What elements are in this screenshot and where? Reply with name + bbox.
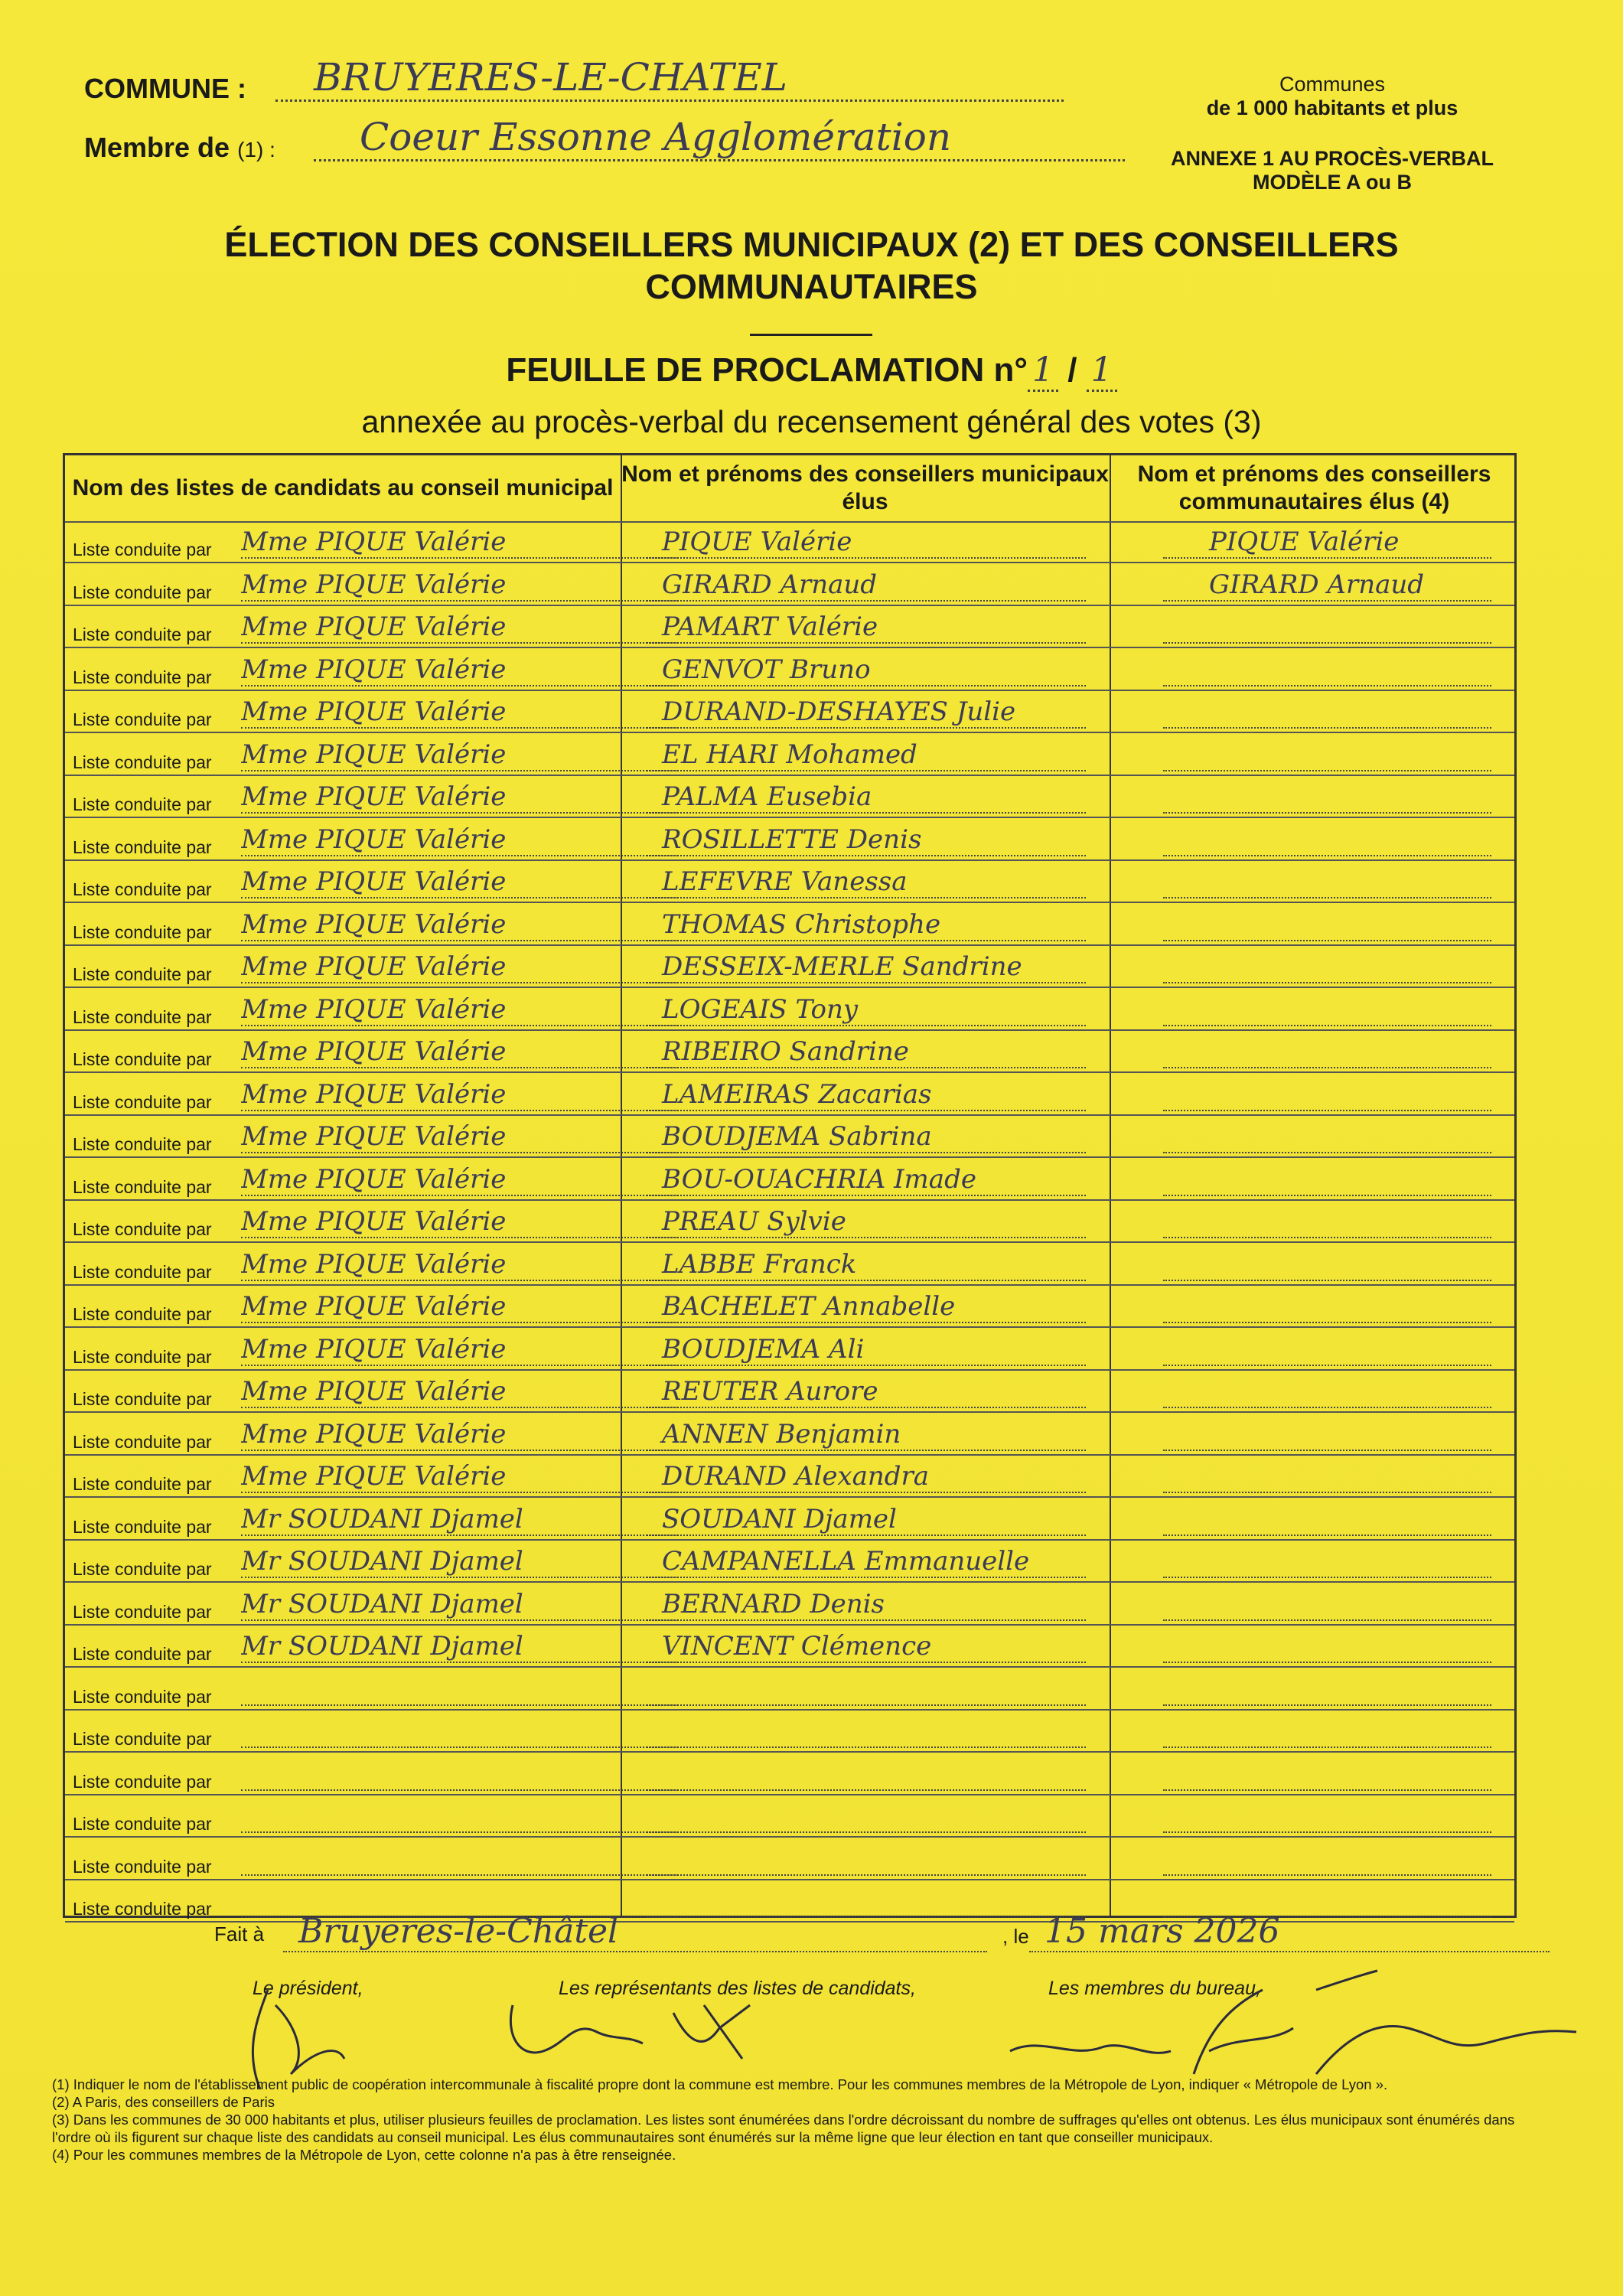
elected-councillor: ROSILLETTE Denis xyxy=(647,824,1086,856)
row-label: Liste conduite par xyxy=(73,1091,212,1112)
elected-councillor: DURAND Alexandra xyxy=(647,1461,1086,1493)
elected-councillor: PIQUE Valérie xyxy=(647,527,1086,559)
community-councillor xyxy=(1163,1152,1491,1153)
row-label: Liste conduite par xyxy=(73,667,212,687)
table-row xyxy=(65,1201,1514,1243)
membre-label: Membre de (1) : xyxy=(84,132,275,163)
results-table xyxy=(63,453,1517,1918)
community-councillor xyxy=(1163,1067,1491,1068)
row-label: Liste conduite par xyxy=(73,1474,212,1494)
row-label: Liste conduite par xyxy=(73,879,212,899)
community-councillor xyxy=(1163,727,1491,729)
community-councillor xyxy=(1163,1789,1491,1791)
elected-councillor: EL HARI Mohamed xyxy=(647,739,1086,771)
subtitle: annexée au procès-verbal du recensement général des votes (3) xyxy=(361,404,1262,439)
list-head: Mme PIQUE Valérie xyxy=(241,909,678,941)
elected-councillor xyxy=(647,1704,1086,1706)
row-label: Liste conduite par xyxy=(73,1134,212,1154)
table-row xyxy=(65,1838,1514,1880)
list-head: Mme PIQUE Valérie xyxy=(241,654,678,687)
title-divider xyxy=(750,334,872,336)
table-row xyxy=(65,1074,1514,1116)
membre-signature-1 xyxy=(1010,2046,1171,2053)
list-head xyxy=(241,1789,678,1791)
representants-label: Les représentants des listes de candidats, xyxy=(559,1978,916,1999)
elected-councillor: PALMA Eusebia xyxy=(647,781,1086,814)
table-row xyxy=(65,1159,1514,1201)
table-row xyxy=(65,861,1514,903)
row-label: Liste conduite par xyxy=(73,1814,212,1834)
row-label: Liste conduite par xyxy=(73,794,212,814)
col-header-communautaires: Nom et prénoms des conseillers communautaires élus (4) xyxy=(1137,461,1491,514)
list-head: Mme PIQUE Valérie xyxy=(241,1461,678,1493)
community-councillor xyxy=(1163,1110,1491,1111)
elected-councillor: GIRARD Arnaud xyxy=(647,569,1086,602)
community-councillor xyxy=(1163,685,1491,687)
list-head: Mme PIQUE Valérie xyxy=(241,739,678,771)
table-row xyxy=(65,649,1514,691)
row-label: Liste conduite par xyxy=(73,752,212,772)
president-signature xyxy=(253,1990,344,2089)
feuille-number: 1 xyxy=(1028,351,1058,392)
table-row xyxy=(65,946,1514,988)
membres-label: Les membres du bureau, xyxy=(1048,1978,1261,1999)
membre-value: Coeur Essonne Agglomération xyxy=(314,115,1125,161)
table-row xyxy=(65,1031,1514,1073)
table-row xyxy=(65,521,1514,563)
community-councillor xyxy=(1163,1577,1491,1578)
community-councillor xyxy=(1163,1874,1491,1876)
table-row xyxy=(65,1795,1514,1838)
elected-councillor: PAMART Valérie xyxy=(647,612,1086,644)
list-head: Mme PIQUE Valérie xyxy=(241,781,678,814)
fait-label: Fait à xyxy=(214,1923,265,1945)
list-head: Mme PIQUE Valérie xyxy=(241,824,678,856)
col-header-elus: Nom et prénoms des conseillers municipaux élus xyxy=(621,461,1109,514)
commune-value: BRUYERES-LE-CHATEL xyxy=(275,55,1064,102)
elected-councillor xyxy=(647,1874,1086,1876)
list-head: Mr SOUDANI Djamel xyxy=(241,1631,678,1663)
row-label: Liste conduite par xyxy=(73,1431,212,1452)
list-head: Mr SOUDANI Djamel xyxy=(241,1589,678,1621)
table-row xyxy=(65,1668,1514,1711)
community-councillor xyxy=(1163,1322,1491,1323)
date-label: , le xyxy=(1002,1925,1029,1948)
list-head: Mme PIQUE Valérie xyxy=(241,1291,678,1323)
list-head: Mme PIQUE Valérie xyxy=(241,1334,678,1366)
row-label: Liste conduite par xyxy=(73,837,212,857)
row-label: Liste conduite par xyxy=(73,1176,212,1197)
president-label: Le président, xyxy=(253,1978,363,1999)
row-label: Liste conduite par xyxy=(73,1261,212,1282)
list-head: Mme PIQUE Valérie xyxy=(241,1164,678,1196)
col-header-listes: Nom des listes de candidats au conseil municipal xyxy=(72,475,614,501)
table-row xyxy=(65,1414,1514,1456)
list-head: Mme PIQUE Valérie xyxy=(241,696,678,729)
community-councillor xyxy=(1163,855,1491,856)
table-row xyxy=(65,1286,1514,1328)
row-label: Liste conduite par xyxy=(73,1389,212,1409)
list-head: Mme PIQUE Valérie xyxy=(241,1419,678,1451)
row-label: Liste conduite par xyxy=(73,709,212,729)
row-label: Liste conduite par xyxy=(73,964,212,984)
list-head: Mme PIQUE Valérie xyxy=(241,527,678,559)
table-row xyxy=(65,1499,1514,1541)
community-councillor: PIQUE Valérie xyxy=(1163,527,1491,559)
row-label: Liste conduite par xyxy=(73,1516,212,1537)
feuille-title: FEUILLE DE PROCLAMATION n° 1 / 1 xyxy=(0,351,1623,390)
date-value: 15 mars 2026 xyxy=(1029,1912,1550,1952)
elected-councillor xyxy=(647,1789,1086,1791)
elected-councillor: VINCENT Clémence xyxy=(647,1631,1086,1663)
row-label: Liste conduite par xyxy=(73,540,212,559)
community-councillor xyxy=(1163,1237,1491,1238)
community-councillor xyxy=(1163,642,1491,644)
page-title-line1: ÉLECTION DES CONSEILLERS MUNICIPAUX (2) ET DES CONSEILLERS xyxy=(224,225,1399,264)
list-head xyxy=(241,1704,678,1706)
table-row xyxy=(65,1626,1514,1668)
elected-councillor: DESSEIX-MERLE Sandrine xyxy=(647,951,1086,983)
elected-councillor: LEFEVRE Vanessa xyxy=(647,866,1086,899)
community-councillor: GIRARD Arnaud xyxy=(1163,569,1491,602)
elected-councillor xyxy=(647,1746,1086,1748)
table-row xyxy=(65,1541,1514,1583)
elected-councillor: LABBE Franck xyxy=(647,1249,1086,1281)
elected-councillor: DURAND-DESHAYES Julie xyxy=(647,696,1086,729)
feuille-total: 1 xyxy=(1087,351,1117,392)
row-label: Liste conduite par xyxy=(73,1601,212,1622)
community-councillor xyxy=(1163,812,1491,814)
community-councillor xyxy=(1163,1704,1491,1706)
table-row xyxy=(65,564,1514,606)
community-councillor xyxy=(1163,1492,1491,1493)
community-councillor xyxy=(1163,982,1491,983)
row-label: Liste conduite par xyxy=(73,1686,212,1707)
community-councillor xyxy=(1163,1662,1491,1663)
elected-councillor: BOUDJEMA Ali xyxy=(647,1334,1086,1366)
representant-signature-2 xyxy=(673,2005,750,2059)
elected-councillor: LOGEAIS Tony xyxy=(647,994,1086,1026)
list-head xyxy=(241,1831,678,1833)
list-head xyxy=(241,1874,678,1876)
fait-value: Bruyeres-le-Châtel xyxy=(283,1912,987,1952)
elected-councillor: LAMEIRAS Zacarias xyxy=(647,1079,1086,1111)
elected-councillor: THOMAS Christophe xyxy=(647,909,1086,941)
community-councillor xyxy=(1163,1365,1491,1366)
list-head xyxy=(241,1746,678,1748)
table-row xyxy=(65,1753,1514,1795)
list-head: Mme PIQUE Valérie xyxy=(241,1376,678,1408)
elected-councillor: SOUDANI Djamel xyxy=(647,1504,1086,1536)
row-label: Liste conduite par xyxy=(73,1771,212,1792)
table-row xyxy=(65,1711,1514,1753)
table-row xyxy=(65,1329,1514,1371)
row-label: Liste conduite par xyxy=(73,1729,212,1749)
communes-note: Communes de 1 000 habitants et plus xyxy=(1206,73,1458,119)
community-councillor xyxy=(1163,770,1491,771)
membre-signature-2 xyxy=(1194,1990,1293,2074)
footnotes xyxy=(52,2076,1521,2164)
community-councillor xyxy=(1163,1746,1491,1748)
elected-councillor: GENVOT Bruno xyxy=(647,654,1086,687)
annexe-note: ANNEXE 1 AU PROCÈS-VERBAL MODÈLE A ou B xyxy=(1170,147,1494,194)
elected-councillor: BOUDJEMA Sabrina xyxy=(647,1121,1086,1153)
list-head: Mr SOUDANI Djamel xyxy=(241,1546,678,1578)
list-head: Mme PIQUE Valérie xyxy=(241,1036,678,1068)
table-row xyxy=(65,1244,1514,1286)
row-label: Liste conduite par xyxy=(73,1899,212,1919)
list-head: Mme PIQUE Valérie xyxy=(241,866,678,899)
representant-signature-1 xyxy=(510,2005,643,2053)
community-councillor xyxy=(1163,940,1491,941)
table-row xyxy=(65,904,1514,946)
elected-councillor: ANNEN Benjamin xyxy=(647,1419,1086,1451)
community-councillor xyxy=(1163,1407,1491,1408)
list-head: Mme PIQUE Valérie xyxy=(241,994,678,1026)
row-label: Liste conduite par xyxy=(73,1856,212,1877)
list-head: Mr SOUDANI Djamel xyxy=(241,1504,678,1536)
list-head: Mme PIQUE Valérie xyxy=(241,951,678,983)
page-title-line2: COMMUNAUTAIRES xyxy=(645,267,978,306)
footnote: (4) Pour les communes membres de la Métropole de Lyon, cette colonne n'a pas à être renseignée. xyxy=(52,2147,676,2163)
row-label: Liste conduite par xyxy=(73,1006,212,1027)
table-row xyxy=(65,819,1514,861)
table-row xyxy=(65,606,1514,648)
table-row xyxy=(65,1371,1514,1413)
elected-councillor: BERNARD Denis xyxy=(647,1589,1086,1621)
list-head: Mme PIQUE Valérie xyxy=(241,1249,678,1281)
table-row xyxy=(65,734,1514,776)
table-row xyxy=(65,1456,1514,1498)
row-label: Liste conduite par xyxy=(73,1644,212,1664)
membre-signature-3 xyxy=(1316,1971,1576,2074)
community-councillor xyxy=(1163,1195,1491,1196)
table-row xyxy=(65,989,1514,1031)
list-head: Mme PIQUE Valérie xyxy=(241,612,678,644)
list-head: Mme PIQUE Valérie xyxy=(241,1121,678,1153)
elected-councillor: RIBEIRO Sandrine xyxy=(647,1036,1086,1068)
table-row xyxy=(65,1583,1514,1626)
elected-councillor: CAMPANELLA Emmanuelle xyxy=(647,1546,1086,1578)
commune-label: COMMUNE : xyxy=(84,73,246,104)
elected-councillor: REUTER Aurore xyxy=(647,1376,1086,1408)
row-label: Liste conduite par xyxy=(73,1559,212,1579)
community-councillor xyxy=(1163,1619,1491,1621)
community-councillor xyxy=(1163,1025,1491,1026)
row-label: Liste conduite par xyxy=(73,1049,212,1069)
list-head: Mme PIQUE Valérie xyxy=(241,1206,678,1238)
row-label: Liste conduite par xyxy=(73,1346,212,1367)
footnote: (3) Dans les communes de 30 000 habitants et plus, utiliser plusieurs feuilles de proclamation. Les listes sont énumérées dans l'ordre décroissant du nombre de suffrages qu'elles ont obtenus. Les élus municipaux sont énumérés dans l'ordre où ils figurent sur chaque liste des candidats au conseil municipal. Les élus communautaires sont énumérés sur la même ligne que leur élection en tant que conseiller municipaux. xyxy=(52,2112,1515,2145)
footnote: (1) Indiquer le nom de l'établissement public de coopération intercommunale à fiscalité propre dont la commune est membre. Pour les communes membres de la Métropole de Lyon, indiquer « Métropole de Lyon ». xyxy=(52,2076,1388,2092)
elected-councillor xyxy=(647,1831,1086,1833)
list-head: Mme PIQUE Valérie xyxy=(241,569,678,602)
elected-councillor: BACHELET Annabelle xyxy=(647,1291,1086,1323)
table-row xyxy=(65,776,1514,818)
elected-councillor: BOU-OUACHRIA Imade xyxy=(647,1164,1086,1196)
community-councillor xyxy=(1163,1450,1491,1451)
elected-councillor: PREAU Sylvie xyxy=(647,1206,1086,1238)
community-councillor xyxy=(1163,1831,1491,1833)
row-label: Liste conduite par xyxy=(73,921,212,942)
list-head: Mme PIQUE Valérie xyxy=(241,1079,678,1111)
community-councillor xyxy=(1163,1280,1491,1281)
table-row xyxy=(65,691,1514,733)
row-label: Liste conduite par xyxy=(73,1304,212,1324)
row-label: Liste conduite par xyxy=(73,625,212,644)
table-row xyxy=(65,1116,1514,1158)
row-label: Liste conduite par xyxy=(73,582,212,602)
row-label: Liste conduite par xyxy=(73,1219,212,1239)
community-councillor xyxy=(1163,897,1491,899)
community-councillor xyxy=(1163,1534,1491,1536)
footnote: (2) A Paris, des conseillers de Paris xyxy=(52,2094,275,2110)
